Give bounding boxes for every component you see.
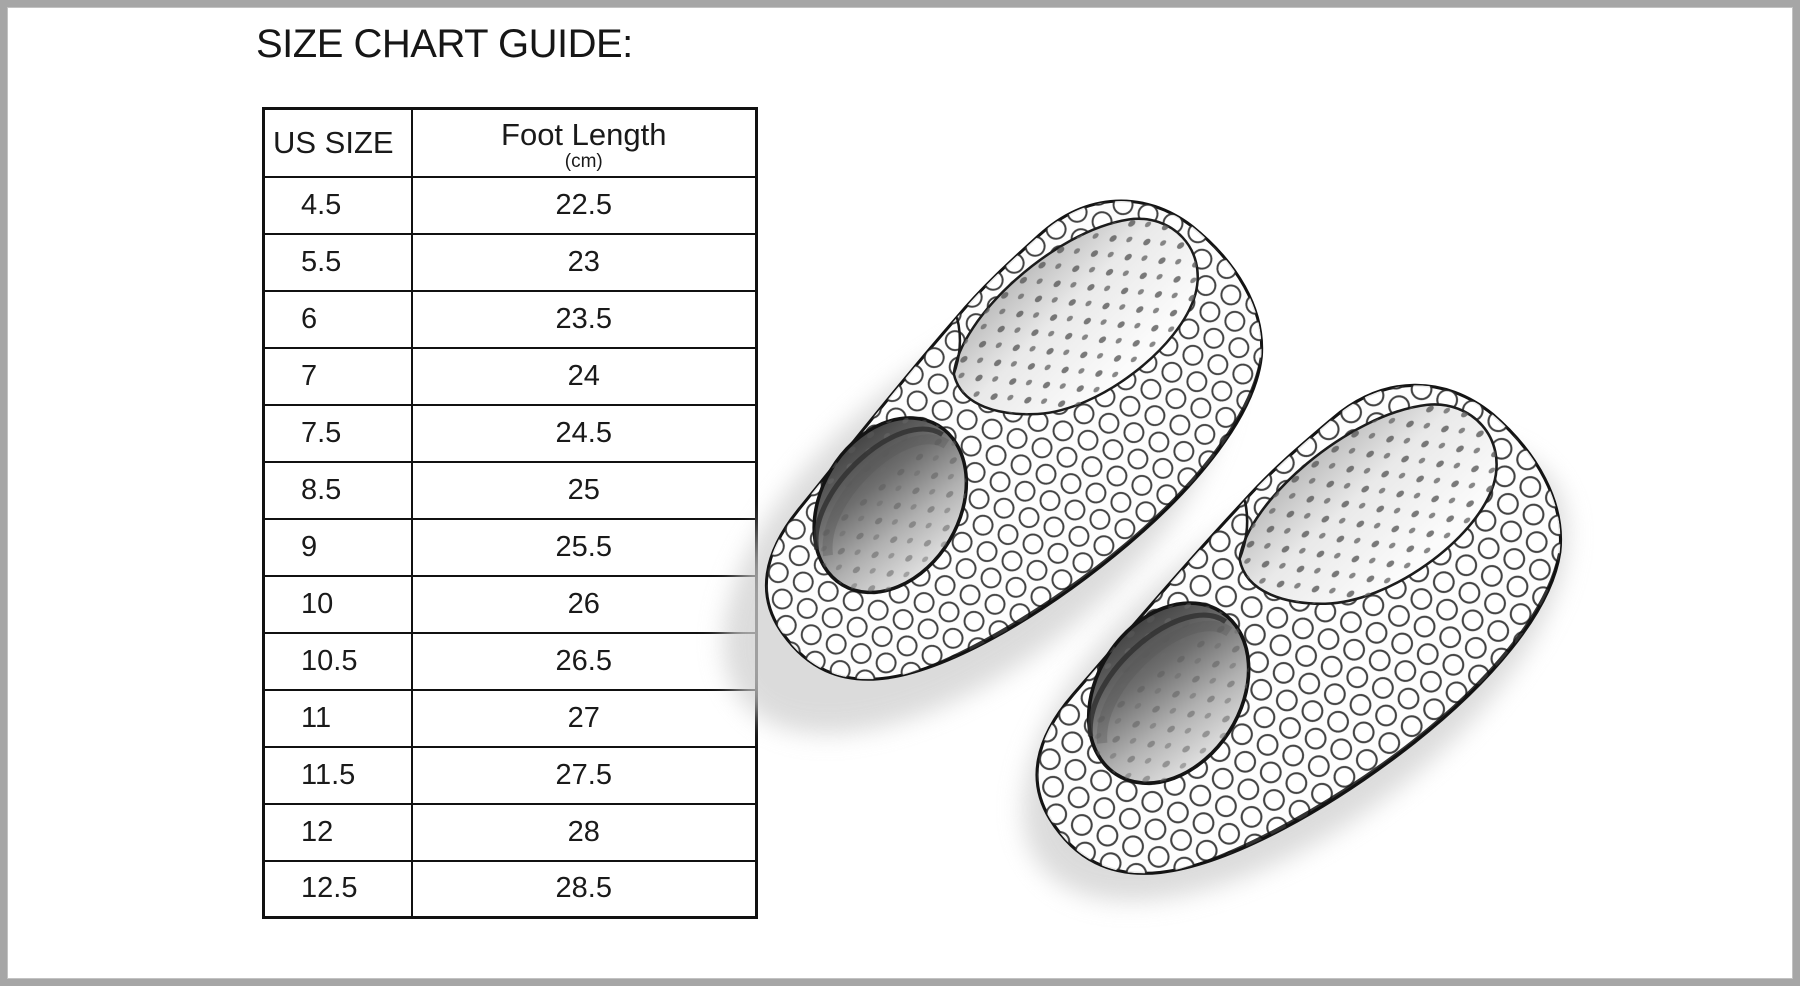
foot-length-cell: 24 [412, 348, 757, 405]
foot-length-cell: 26.5 [412, 633, 757, 690]
us-size-cell: 12.5 [264, 861, 412, 918]
foot-length-cell: 25 [412, 462, 757, 519]
us-size-cell: 6 [264, 291, 412, 348]
foot-length-cell: 23.5 [412, 291, 757, 348]
foot-length-label: Foot Length [501, 117, 667, 153]
us-size-cell: 7 [264, 348, 412, 405]
unit-label: (cm) [564, 151, 603, 173]
us-size-cell: 11.5 [264, 747, 412, 804]
page-title: SIZE CHART GUIDE: [256, 22, 633, 66]
us-size-cell: 11 [264, 690, 412, 747]
us-size-cell: 5.5 [264, 234, 412, 291]
foot-length-cell: 28.5 [412, 861, 757, 918]
us-size-cell: 8.5 [264, 462, 412, 519]
foot-length-cell: 25.5 [412, 519, 757, 576]
foot-length-cell: 28 [412, 804, 757, 861]
foot-length-cell: 27 [412, 690, 757, 747]
us-size-cell: 9 [264, 519, 412, 576]
us-size-cell: 10 [264, 576, 412, 633]
foot-length-cell: 27.5 [412, 747, 757, 804]
foot-length-cell: 26 [412, 576, 757, 633]
us-size-cell: 7.5 [264, 405, 412, 462]
us-size-cell: 4.5 [264, 177, 412, 234]
foot-length-cell: 23 [412, 234, 757, 291]
foot-length-cell: 22.5 [412, 177, 757, 234]
us-size-cell: 12 [264, 804, 412, 861]
us-size-cell: 10.5 [264, 633, 412, 690]
us-size-header: US SIZE [264, 109, 412, 177]
foot-length-cell: 24.5 [412, 405, 757, 462]
